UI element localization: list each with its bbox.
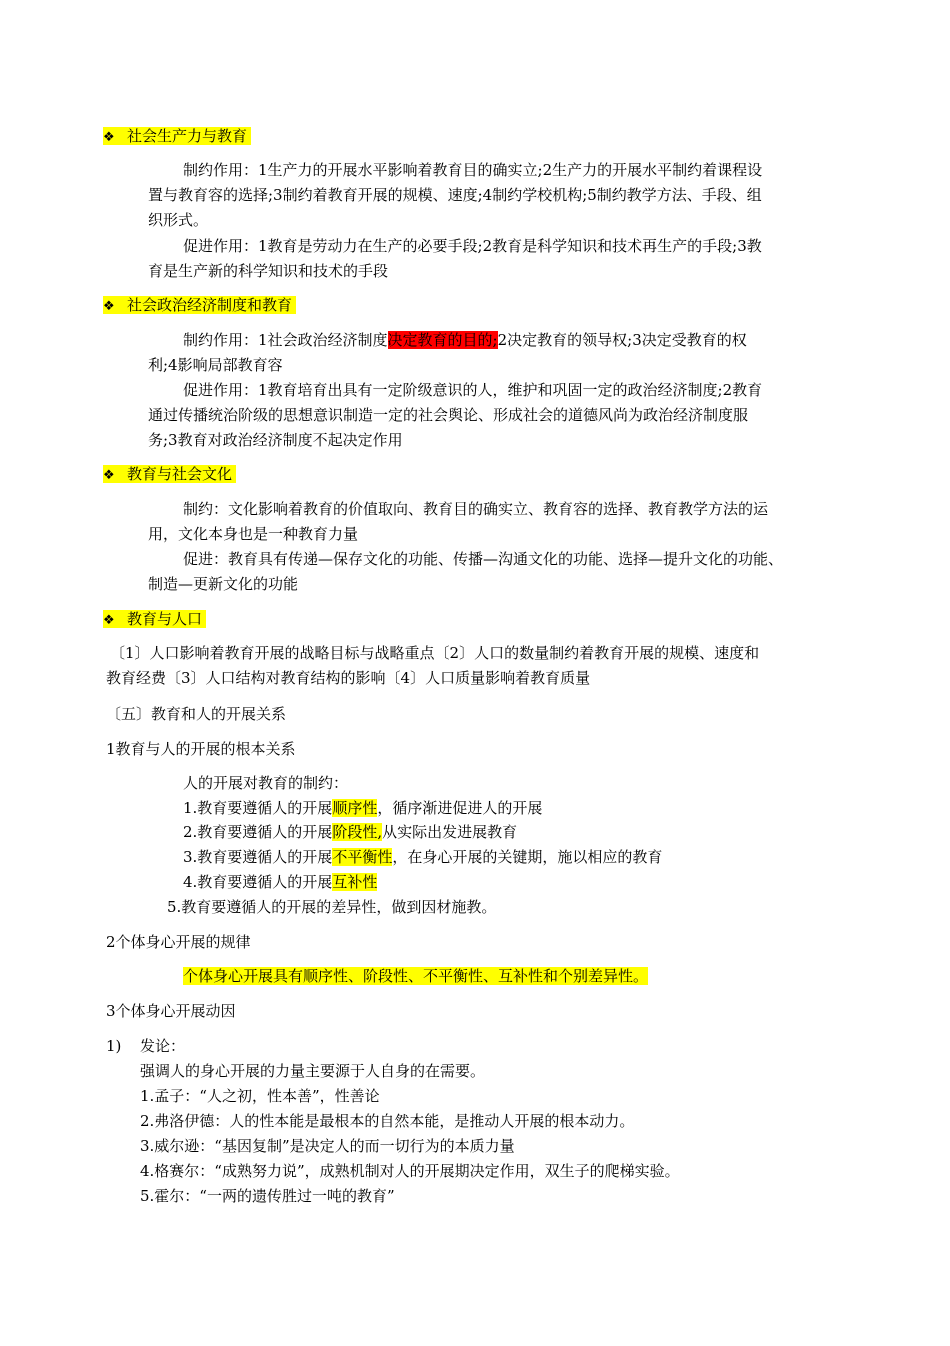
- paragraph-line: 制造—更新文化的功能: [148, 575, 299, 593]
- paragraph-line: 织形式。: [148, 211, 209, 229]
- yellow-highlight: 顺序性: [332, 799, 378, 817]
- list-item: [183, 846, 662, 868]
- section-heading: [103, 463, 236, 485]
- subsection-title: 1教育与人的开展的根本关系: [106, 740, 296, 758]
- paragraph-line: 教育经费〔3〕人口结构对教育结构的影响〔4〕人口质量影响着教育质量: [106, 669, 591, 687]
- diamond-bullet-icon: ❖: [103, 299, 115, 314]
- yellow-highlight: 不平衡性: [332, 848, 393, 866]
- diamond-bullet-icon: ❖: [103, 468, 115, 483]
- heading-text: 教育与社会文化: [127, 465, 233, 483]
- section-heading: [103, 608, 206, 630]
- heading-text: 社会政治经济制度和教育: [127, 296, 293, 314]
- section-heading: [103, 125, 251, 147]
- list-item: [183, 821, 517, 843]
- paragraph-line: 人的开展对教育的制约：: [183, 774, 349, 792]
- list-item: 2.弗洛伊德：人的性本能是最根本的自然本能，是推动人开展的根本动力。: [140, 1112, 635, 1130]
- list-item: 3.威尔逊：“基因复制”是决定人的而一切行为的本质力量: [140, 1137, 515, 1155]
- paragraph-line: 务;3教育对政治经济制度不起决定作用: [148, 431, 403, 449]
- red-highlight: 决定教育的目的;: [387, 331, 498, 349]
- paragraph-line: 育是生产新的科学知识和技术的手段: [148, 262, 389, 280]
- section-title: 〔五〕教育和人的开展关系: [106, 705, 287, 723]
- paragraph-line: 利;4影响局部教育容: [148, 356, 283, 374]
- diamond-bullet-icon: ❖: [103, 613, 115, 628]
- paragraph-line: 置与教育容的选择;3制约着教育开展的规模、速度;4制约学校机构;5制约教学方法、手段、组: [148, 186, 762, 204]
- text-run: 1.教育要遵循人的开展: [183, 799, 333, 817]
- paragraph-line: 强调人的身心开展的力量主要源于人自身的在需要。: [140, 1062, 486, 1080]
- list-item: [183, 797, 542, 819]
- yellow-highlight: 个体身心开展具有顺序性、阶段性、不平衡性、互补性和个别差异性。: [183, 967, 649, 985]
- text-run: 制约作用：1社会政治经济制度: [183, 331, 388, 349]
- yellow-highlight: 阶段性,: [332, 823, 383, 841]
- list-item: [183, 871, 377, 893]
- paragraph-line: 促进作用：1教育培育出具有一定阶级意识的人，维护和巩固一定的政治经济制度;2教育: [183, 381, 763, 399]
- heading-text: 教育与人口: [127, 610, 203, 628]
- text-run: ，循序渐进促进人的开展: [377, 799, 543, 817]
- paragraph-line: 〔1〕人口影响着教育开展的战略目标与战略重点〔2〕人口的数量制约着教育开展的规模、速度和: [110, 644, 760, 662]
- text-run: 2决定教育的领导权;3决定受教育的权: [497, 331, 747, 349]
- heading-text: 社会生产力与教育: [127, 127, 248, 145]
- theory-title: 发论：: [140, 1037, 186, 1055]
- subsection-title: 2个体身心开展的规律: [106, 933, 251, 951]
- subsection-title: 3个体身心开展动因: [106, 1002, 236, 1020]
- text-run: 3.教育要遵循人的开展: [183, 848, 333, 866]
- text-run: ，在身心开展的关键期，施以相应的教育: [392, 848, 663, 866]
- text-run: 2.教育要遵循人的开展: [183, 823, 333, 841]
- list-number: 1): [106, 1037, 122, 1055]
- paragraph-line: 用，文化本身也是一种教育力量: [148, 525, 359, 543]
- list-item: 4.格赛尔：“成熟努力说”，成熟机制对人的开展期决定作用，双生子的爬梯实验。: [140, 1162, 680, 1180]
- section-heading: [103, 294, 296, 316]
- paragraph-line: 通过传播统治阶级的思想意识制造一定的社会舆论、形成社会的道德风尚为政治经济制度服: [148, 406, 749, 424]
- list-item: 5.霍尔：“一两的遗传胜过一吨的教育”: [140, 1187, 395, 1205]
- paragraph-line: 制约作用：1生产力的开展水平影响着教育目的确实立;2生产力的开展水平制约着课程设: [183, 161, 763, 179]
- paragraph-line: 促进：教育具有传递—保存文化的功能、传播—沟通文化的功能、选择—提升文化的功能、: [183, 550, 784, 568]
- text-run: 4.教育要遵循人的开展: [183, 873, 333, 891]
- highlighted-statement: [183, 965, 648, 987]
- diamond-bullet-icon: ❖: [103, 130, 115, 145]
- text-run: 从实际出发进展教育: [382, 823, 518, 841]
- yellow-highlight: 互补性: [332, 873, 378, 891]
- paragraph-line: [183, 329, 747, 351]
- list-item: 1.孟子：“人之初，性本善”，性善论: [140, 1087, 380, 1105]
- paragraph-line: 制约：文化影响着教育的价值取向、教育目的确实立、教育容的选择、教育教学方法的运: [183, 500, 769, 518]
- list-item: 5.教育要遵循人的开展的差异性，做到因材施教。: [167, 898, 497, 916]
- paragraph-line: 促进作用：1教育是劳动力在生产的必要手段;2教育是科学知识和技术再生产的手段;3教: [183, 237, 762, 255]
